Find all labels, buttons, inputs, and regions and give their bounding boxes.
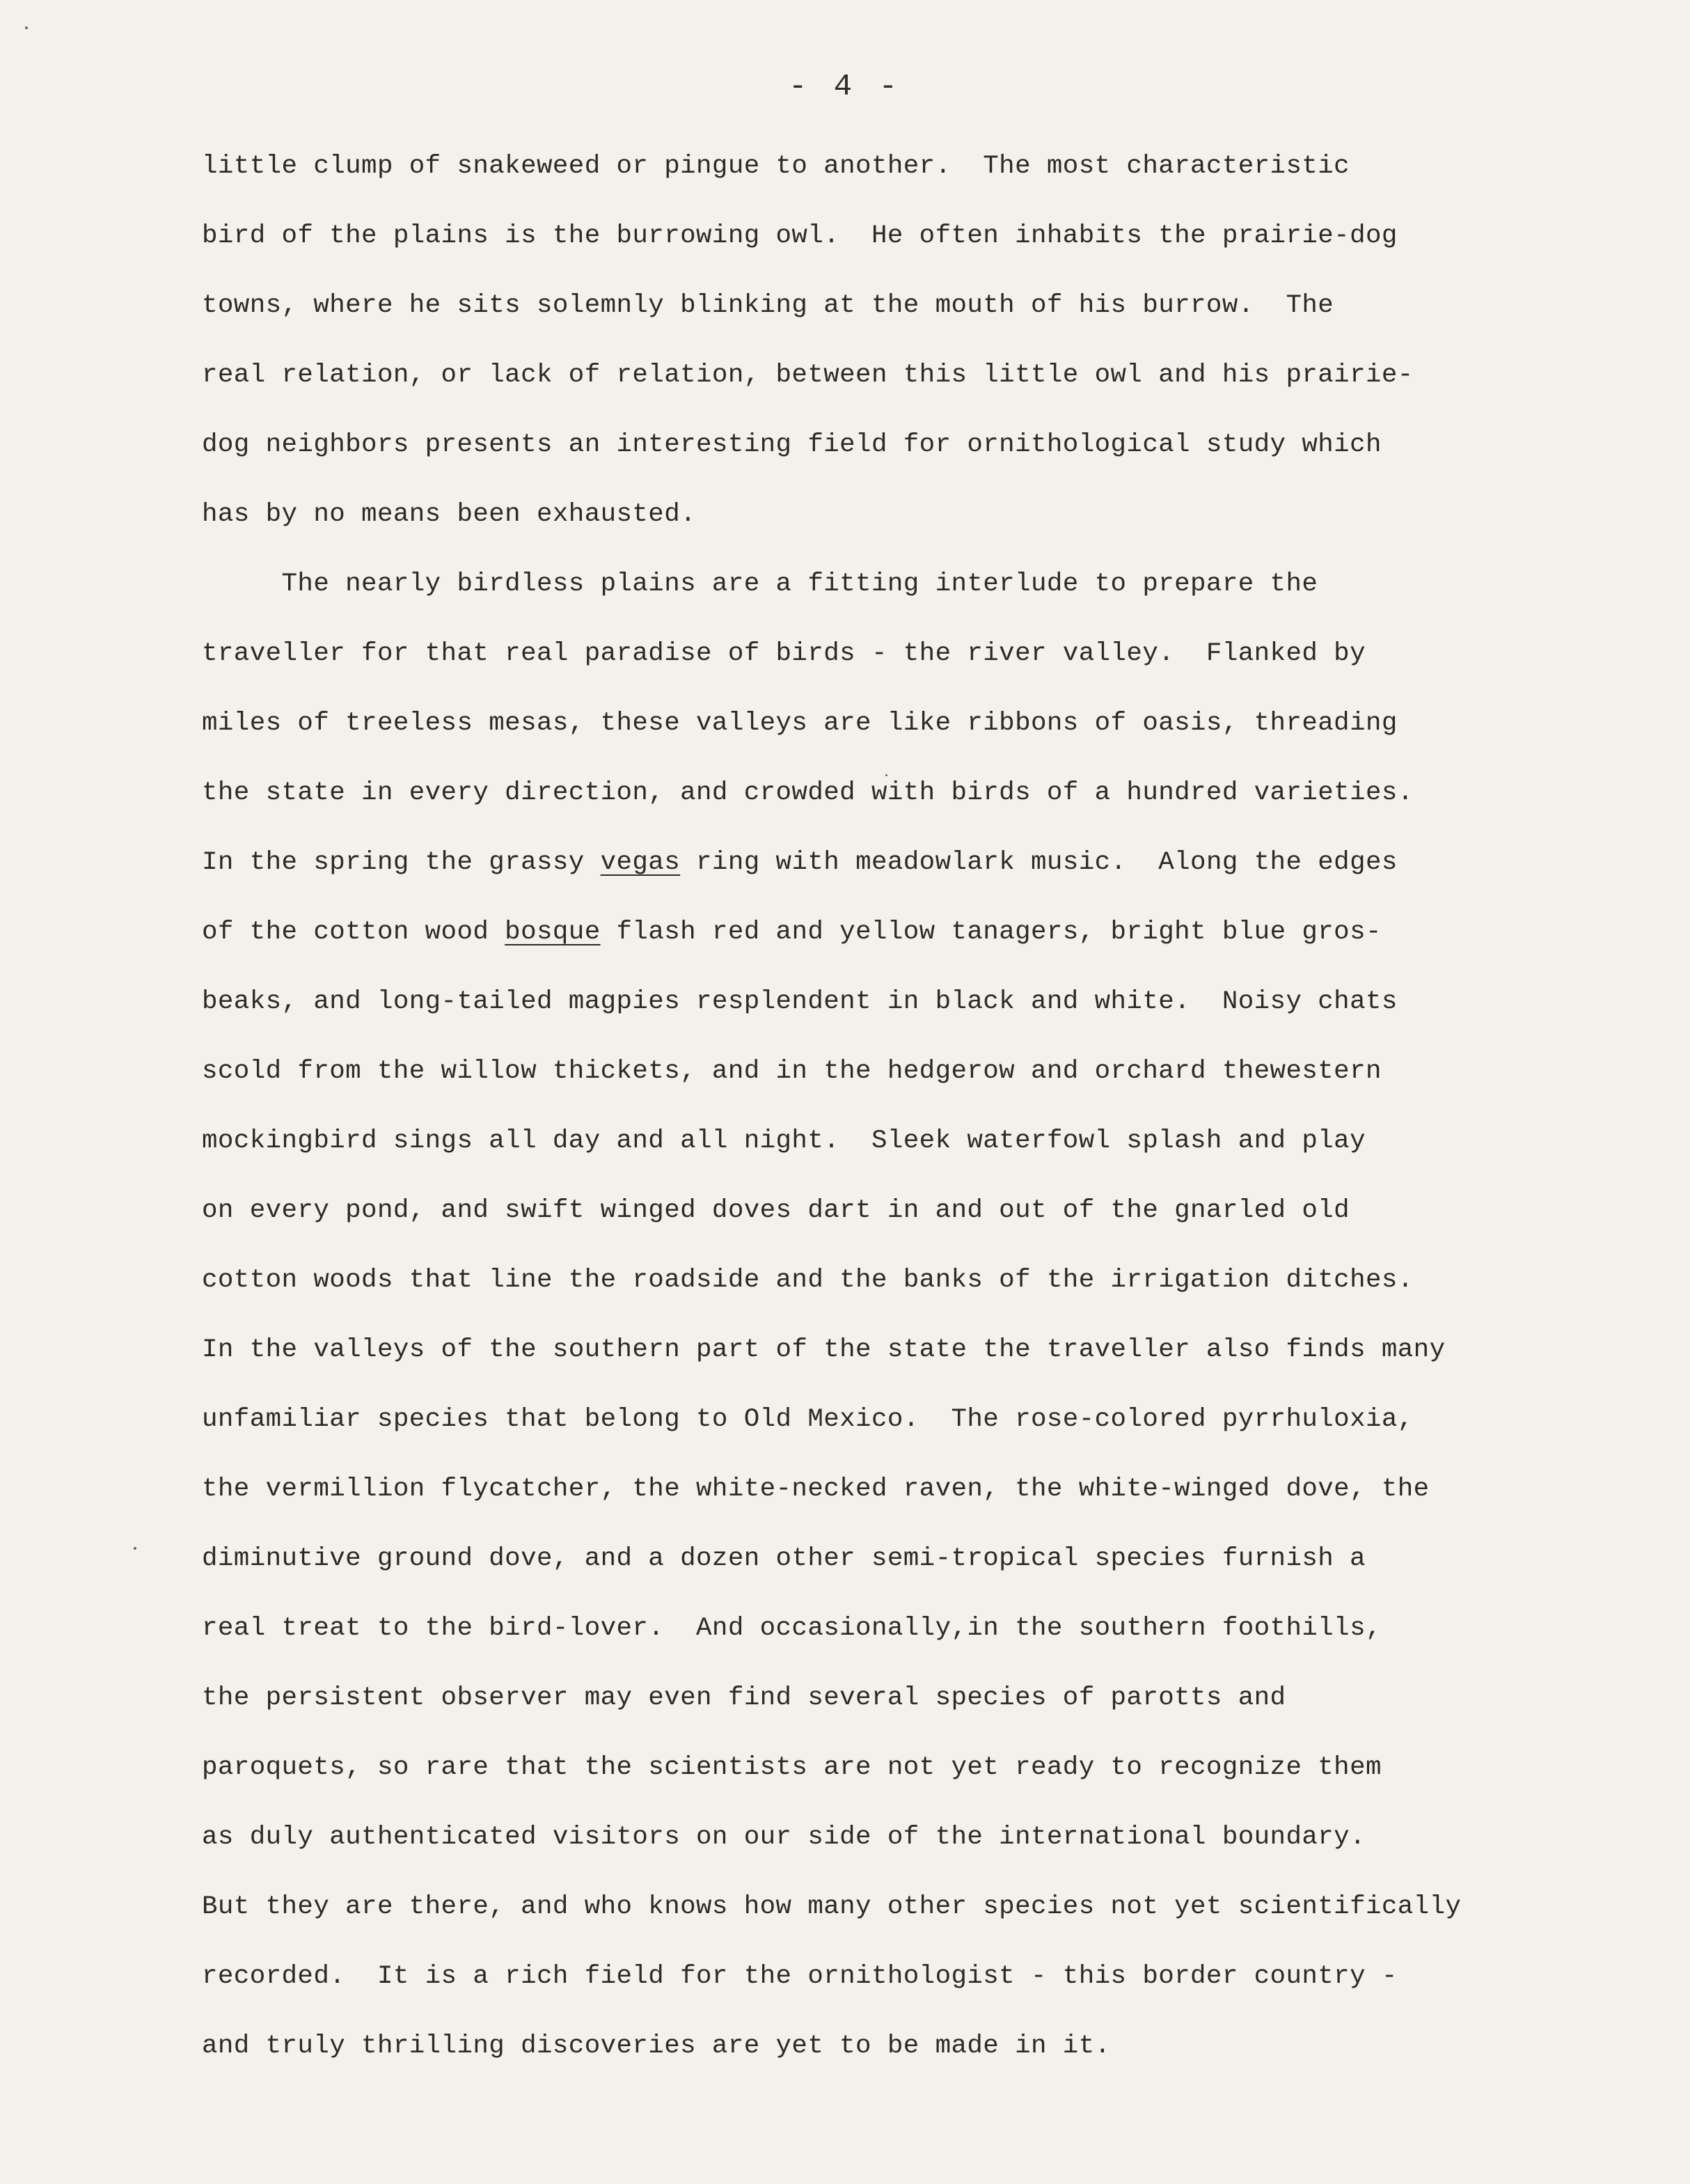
line-text: In the spring the grassy (202, 848, 601, 877)
underlined-word: bosque (505, 918, 601, 947)
text-line: The nearly birdless plains are a fitting interlude to prepare the (202, 569, 1318, 599)
text-line: and truly thrilling discoveries are yet to be made in it. (202, 2032, 1111, 2061)
text-line (202, 915, 1382, 950)
text-line: unfamiliar species that belong to Old Mexico. The rose-colored pyrrhuloxia, (202, 1405, 1414, 1434)
text-line: scold from the willow thickets, and in the hedgerow and orchard thewestern (202, 1057, 1382, 1086)
text-line: towns, where he sits solemnly blinking at the mouth of his burrow. The (202, 291, 1334, 320)
line-text: of the cotton wood (202, 918, 505, 947)
text-line: real treat to the bird-lover. And occasionally,in the southern foothills, (202, 1614, 1382, 1643)
text-line: But they are there, and who knows how many other species not yet scientifically (202, 1892, 1462, 1922)
paper-speck (885, 774, 887, 776)
line-text: flash red and yellow tanagers, bright blue gros- (600, 918, 1382, 947)
text-line: beaks, and long-tailed magpies resplendent in black and white. Noisy chats (202, 987, 1398, 1016)
text-line: traveller for that real paradise of birds - the river valley. Flanked by (202, 639, 1366, 668)
text-line: the persistent observer may even find several species of parotts and (202, 1683, 1286, 1713)
text-line: dog neighbors presents an interesting field for ornithological study which (202, 430, 1382, 459)
text-line: the vermillion flycatcher, the white-necked raven, the white-winged dove, the (202, 1475, 1430, 1504)
text-line: miles of treeless mesas, these valleys are like ribbons of oasis, threading (202, 709, 1398, 738)
page-number: - 4 - (788, 70, 902, 104)
text-line: has by no means been exhausted. (202, 500, 697, 529)
text-line: cotton woods that line the roadside and the banks of the irrigation ditches. (202, 1266, 1414, 1295)
text-line: bird of the plains is the burrowing owl. He often inhabits the prairie-dog (202, 221, 1398, 251)
text-line (202, 845, 1398, 880)
text-line: paroquets, so rare that the scientists are not yet ready to recognize them (202, 1753, 1382, 1782)
text-line: as duly authenticated visitors on our side of the international boundary. (202, 1823, 1366, 1852)
text-line: recorded. It is a rich field for the ornithologist - this border country - (202, 1962, 1398, 1991)
text-line: diminutive ground dove, and a dozen other semi-tropical species furnish a (202, 1544, 1366, 1573)
text-line: the state in every direction, and crowded with birds of a hundred varieties. (202, 778, 1414, 808)
underlined-word: vegas (600, 848, 681, 877)
text-line: little clump of snakeweed or pingue to another. The most characteristic (202, 152, 1350, 181)
text-line: real relation, or lack of relation, between this little owl and his prairie- (202, 361, 1414, 390)
paper-speck (25, 26, 28, 29)
text-line: on every pond, and swift winged doves dart in and out of the gnarled old (202, 1196, 1350, 1225)
paper-speck (134, 1547, 136, 1550)
text-line: mockingbird sings all day and all night. Sleek waterfowl splash and play (202, 1126, 1366, 1156)
text-line: In the valleys of the southern part of the state the traveller also finds many (202, 1335, 1446, 1365)
line-text: ring with meadowlark music. Along the edges (680, 848, 1398, 877)
